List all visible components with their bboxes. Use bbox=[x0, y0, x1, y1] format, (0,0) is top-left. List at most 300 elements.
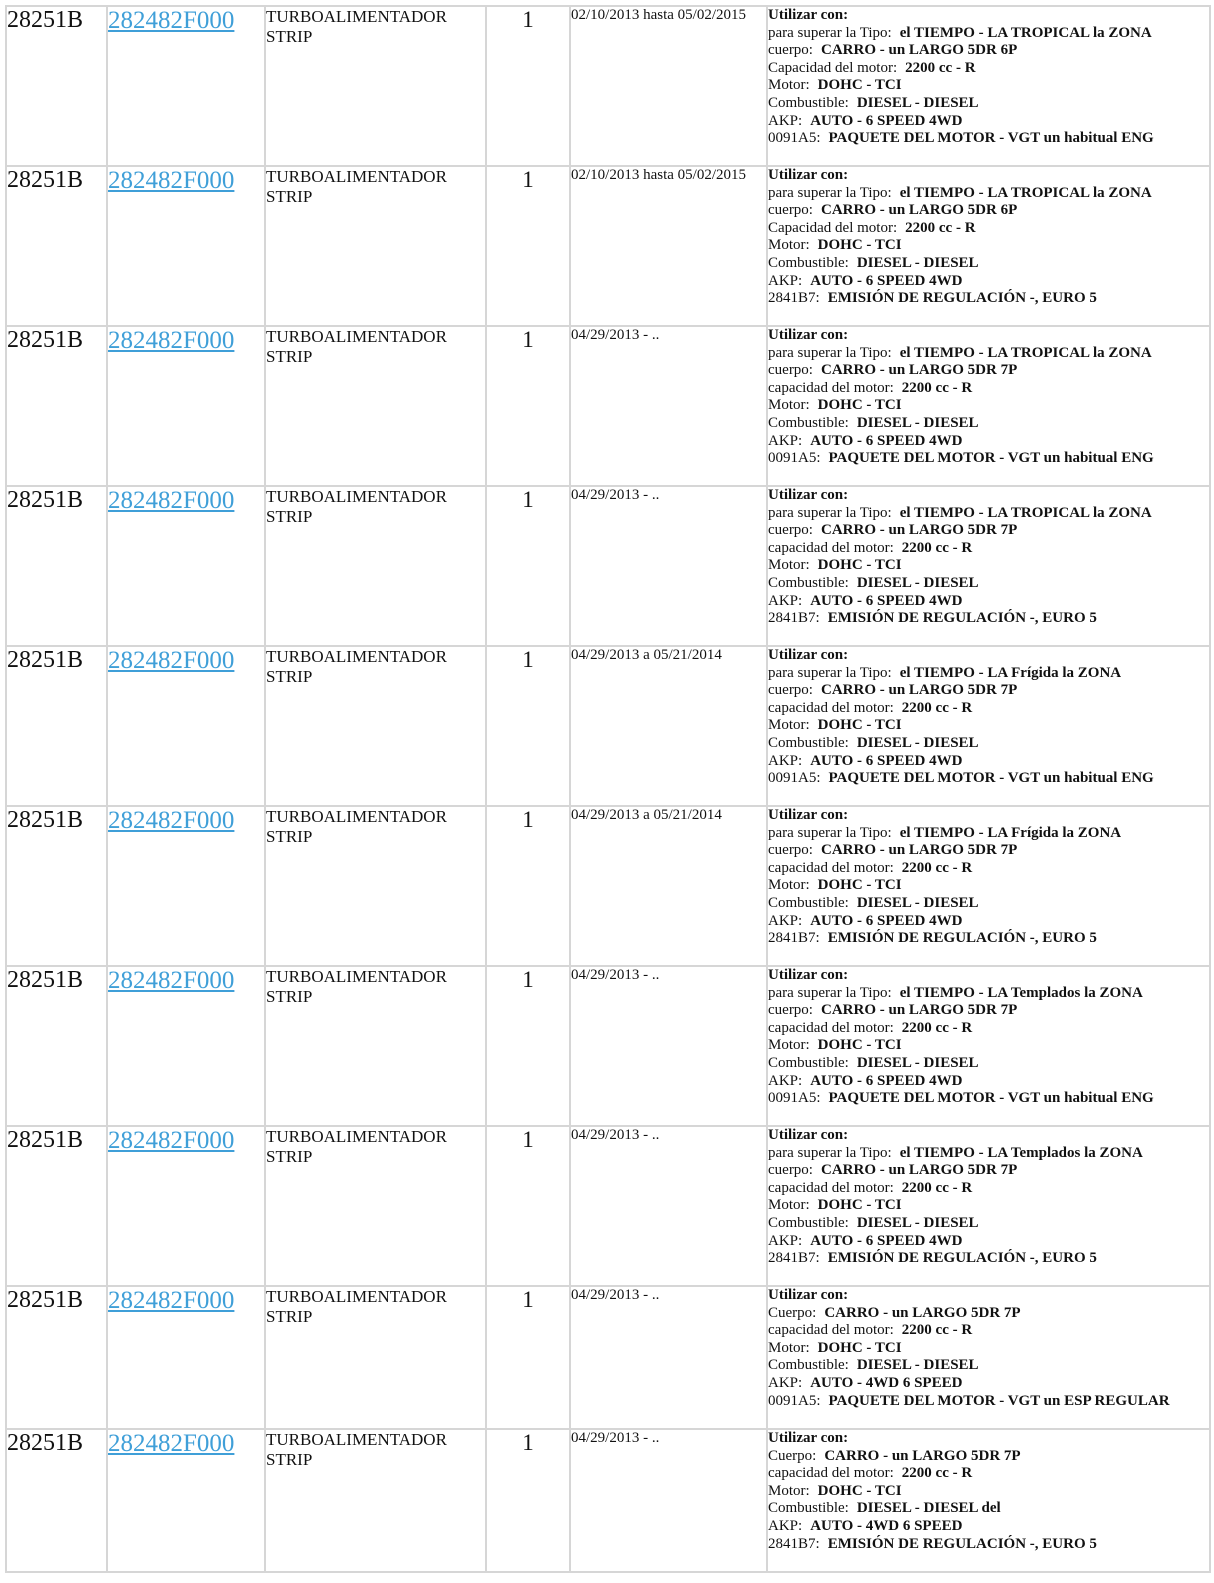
spec-label: Motor: bbox=[768, 877, 810, 894]
spec-line bbox=[768, 1055, 1209, 1073]
spec-line bbox=[768, 380, 1209, 398]
spec-line bbox=[768, 1090, 1209, 1108]
spec-value: CARRO - un LARGO 5DR 7P bbox=[820, 1162, 1018, 1179]
description-line-1: TURBOALIMENTADOR bbox=[266, 7, 447, 26]
spec-label: Capacidad del motor: bbox=[768, 219, 898, 236]
spec-label: cuerpo: bbox=[768, 842, 813, 859]
spec-label: Combustible: bbox=[768, 1054, 849, 1071]
spec-label: Motor: bbox=[768, 1482, 810, 1499]
spec-list bbox=[768, 1448, 1209, 1554]
spec-line bbox=[768, 433, 1209, 451]
spec-value: el TIEMPO - LA TROPICAL la ZONA bbox=[899, 504, 1152, 521]
spec-line bbox=[768, 665, 1209, 683]
spec-value: PAQUETE DEL MOTOR - VGT un habitual ENG bbox=[828, 130, 1154, 147]
quantity: 1 bbox=[486, 1126, 570, 1286]
usage-cell bbox=[767, 326, 1210, 486]
spec-line bbox=[768, 682, 1209, 700]
table-row bbox=[6, 1429, 1210, 1572]
spec-value: 2200 cc - R bbox=[901, 1019, 973, 1036]
usage-cell bbox=[767, 646, 1210, 806]
spec-label: para superar la Tipo: bbox=[768, 664, 892, 681]
ref-code: 28251B bbox=[6, 1429, 107, 1572]
spec-label: capacidad del motor: bbox=[768, 539, 894, 556]
ref-code: 28251B bbox=[6, 326, 107, 486]
spec-label: AKP: bbox=[768, 1232, 803, 1249]
spec-line bbox=[768, 1145, 1209, 1163]
spec-label: capacidad del motor: bbox=[768, 859, 894, 876]
spec-value: el TIEMPO - LA Templados la ZONA bbox=[899, 1144, 1143, 1161]
usage-cell bbox=[767, 6, 1210, 166]
spec-label: AKP: bbox=[768, 1517, 803, 1534]
spec-line bbox=[768, 753, 1209, 771]
spec-value: CARRO - un LARGO 5DR 7P bbox=[820, 682, 1018, 699]
part-number-link[interactable]: 282482F000 bbox=[108, 647, 235, 674]
part-number-link[interactable]: 282482F000 bbox=[108, 1127, 235, 1154]
spec-line bbox=[768, 77, 1209, 95]
ref-code: 28251B bbox=[6, 1286, 107, 1429]
date-range: 04/29/2013 - .. bbox=[570, 1429, 767, 1572]
spec-label: 0091A5: bbox=[768, 1392, 821, 1409]
spec-value: 2200 cc - R bbox=[901, 539, 973, 556]
part-number-cell bbox=[107, 1126, 265, 1286]
ref-code: 28251B bbox=[6, 166, 107, 326]
spec-label: AKP: bbox=[768, 912, 803, 929]
usage-cell bbox=[767, 966, 1210, 1126]
spec-label: cuerpo: bbox=[768, 362, 813, 379]
spec-line bbox=[768, 397, 1209, 415]
spec-value: DOHC - TCI bbox=[817, 1037, 902, 1054]
spec-line bbox=[768, 1357, 1209, 1375]
spec-label: 2841B7: bbox=[768, 1250, 820, 1267]
spec-value: 2200 cc - R bbox=[905, 219, 976, 236]
spec-value: DIESEL - DIESEL bbox=[856, 574, 979, 591]
spec-value: 2200 cc - R bbox=[905, 59, 976, 76]
spec-value: DOHC - TCI bbox=[817, 77, 902, 94]
spec-label: AKP: bbox=[768, 112, 803, 129]
table-row bbox=[6, 966, 1210, 1126]
table-row bbox=[6, 1126, 1210, 1286]
spec-line bbox=[768, 1500, 1209, 1518]
spec-label: capacidad del motor: bbox=[768, 699, 894, 716]
spec-line bbox=[768, 450, 1209, 468]
spec-line bbox=[768, 42, 1209, 60]
description-line-1: TURBOALIMENTADOR bbox=[266, 647, 447, 666]
spec-line bbox=[768, 345, 1209, 363]
spec-label: Combustible: bbox=[768, 734, 849, 751]
spec-line bbox=[768, 1483, 1209, 1501]
spec-line bbox=[768, 95, 1209, 113]
usage-title: Utilizar con: bbox=[768, 327, 849, 343]
quantity: 1 bbox=[486, 166, 570, 326]
spec-value: AUTO - 4WD 6 SPEED bbox=[810, 1374, 963, 1391]
spec-line bbox=[768, 1393, 1209, 1411]
spec-value: DOHC - TCI bbox=[817, 1197, 902, 1214]
spec-line bbox=[768, 825, 1209, 843]
spec-value: el TIEMPO - LA TROPICAL la ZONA bbox=[899, 184, 1152, 201]
spec-line bbox=[768, 522, 1209, 540]
description-line-2: STRIP bbox=[266, 1147, 313, 1166]
spec-label: Motor: bbox=[768, 397, 810, 414]
spec-value: PAQUETE DEL MOTOR - VGT un habitual ENG bbox=[828, 1090, 1154, 1107]
description-line-1: TURBOALIMENTADOR bbox=[266, 327, 447, 346]
table-row bbox=[6, 166, 1210, 326]
spec-label: Motor: bbox=[768, 1339, 810, 1356]
spec-value: CARRO - un LARGO 5DR 7P bbox=[824, 1447, 1021, 1464]
spec-label: AKP: bbox=[768, 592, 803, 609]
quantity: 1 bbox=[486, 1429, 570, 1572]
spec-line bbox=[768, 1340, 1209, 1358]
quantity: 1 bbox=[486, 966, 570, 1126]
description-line-2: STRIP bbox=[266, 827, 313, 846]
spec-label: cuerpo: bbox=[768, 682, 813, 699]
part-number-cell bbox=[107, 6, 265, 166]
spec-line bbox=[768, 1162, 1209, 1180]
spec-value: AUTO - 6 SPEED 4WD bbox=[810, 752, 963, 769]
spec-list bbox=[768, 1145, 1209, 1268]
spec-line bbox=[768, 593, 1209, 611]
quantity: 1 bbox=[486, 326, 570, 486]
quantity: 1 bbox=[486, 6, 570, 166]
spec-label: 0091A5: bbox=[768, 1090, 821, 1107]
spec-line bbox=[768, 202, 1209, 220]
spec-label: cuerpo: bbox=[768, 522, 813, 539]
spec-list bbox=[768, 185, 1209, 308]
spec-label: Motor: bbox=[768, 717, 810, 734]
table-row bbox=[6, 486, 1210, 646]
spec-line bbox=[768, 700, 1209, 718]
spec-label: AKP: bbox=[768, 1374, 803, 1391]
spec-label: capacidad del motor: bbox=[768, 1465, 894, 1482]
spec-list bbox=[768, 985, 1209, 1108]
spec-value: DIESEL - DIESEL bbox=[856, 734, 979, 751]
spec-line bbox=[768, 130, 1209, 148]
spec-line bbox=[768, 1002, 1209, 1020]
part-description bbox=[265, 166, 486, 326]
spec-label: cuerpo: bbox=[768, 1002, 813, 1019]
date-range: 04/29/2013 - .. bbox=[570, 326, 767, 486]
spec-label: AKP: bbox=[768, 272, 803, 289]
usage-title: Utilizar con: bbox=[768, 1127, 849, 1143]
ref-code: 28251B bbox=[6, 1126, 107, 1286]
date-range: 04/29/2013 a 05/21/2014 bbox=[570, 806, 767, 966]
part-description bbox=[265, 6, 486, 166]
spec-value: DOHC - TCI bbox=[817, 877, 902, 894]
description-line-2: STRIP bbox=[266, 987, 313, 1006]
spec-line bbox=[768, 877, 1209, 895]
spec-value: el TIEMPO - LA TROPICAL la ZONA bbox=[899, 344, 1152, 361]
description-line-2: STRIP bbox=[266, 1450, 313, 1469]
spec-value: DOHC - TCI bbox=[817, 1339, 902, 1356]
spec-label: Combustible: bbox=[768, 1214, 849, 1231]
part-number-cell bbox=[107, 486, 265, 646]
description-line-2: STRIP bbox=[266, 1307, 313, 1326]
usage-cell bbox=[767, 806, 1210, 966]
spec-label: para superar la Tipo: bbox=[768, 1144, 892, 1161]
part-number-cell bbox=[107, 1429, 265, 1572]
date-range: 02/10/2013 hasta 05/02/2015 bbox=[570, 166, 767, 326]
spec-label: Motor: bbox=[768, 1197, 810, 1214]
spec-line bbox=[768, 540, 1209, 558]
table-row bbox=[6, 806, 1210, 966]
spec-line bbox=[768, 1020, 1209, 1038]
spec-value: PAQUETE DEL MOTOR - VGT un habitual ENG bbox=[828, 450, 1154, 467]
spec-value: CARRO - un LARGO 5DR 7P bbox=[820, 842, 1018, 859]
spec-line bbox=[768, 895, 1209, 913]
spec-value: CARRO - un LARGO 5DR 7P bbox=[820, 362, 1018, 379]
usage-title: Utilizar con: bbox=[768, 807, 849, 823]
part-number-link[interactable]: 282482F000 bbox=[108, 1430, 235, 1457]
spec-value: 2200 cc - R bbox=[901, 1179, 973, 1196]
spec-line bbox=[768, 1322, 1209, 1340]
spec-value: DIESEL - DIESEL bbox=[856, 254, 979, 271]
table-row bbox=[6, 6, 1210, 166]
spec-value: CARRO - un LARGO 5DR 6P bbox=[820, 42, 1018, 59]
spec-label: cuerpo: bbox=[768, 1162, 813, 1179]
spec-value: DIESEL - DIESEL bbox=[856, 1214, 979, 1231]
spec-line bbox=[768, 1197, 1209, 1215]
spec-label: para superar la Tipo: bbox=[768, 504, 892, 521]
spec-value: AUTO - 4WD 6 SPEED bbox=[810, 1517, 963, 1534]
part-number-link[interactable]: 282482F000 bbox=[108, 967, 235, 994]
date-range: 04/29/2013 - .. bbox=[570, 966, 767, 1126]
part-number-link[interactable]: 282482F000 bbox=[108, 7, 235, 34]
spec-label: Combustible: bbox=[768, 414, 849, 431]
spec-line bbox=[768, 1375, 1209, 1393]
part-description bbox=[265, 1286, 486, 1429]
spec-line bbox=[768, 1305, 1209, 1323]
spec-list bbox=[768, 825, 1209, 948]
description-line-1: TURBOALIMENTADOR bbox=[266, 967, 447, 986]
part-description bbox=[265, 966, 486, 1126]
table-row bbox=[6, 1286, 1210, 1429]
description-line-1: TURBOALIMENTADOR bbox=[266, 487, 447, 506]
part-number-link[interactable]: 282482F000 bbox=[108, 807, 235, 834]
spec-line bbox=[768, 860, 1209, 878]
spec-label: cuerpo: bbox=[768, 202, 813, 219]
spec-line bbox=[768, 220, 1209, 238]
spec-line bbox=[768, 610, 1209, 628]
spec-label: capacidad del motor: bbox=[768, 1179, 894, 1196]
spec-value: 2200 cc - R bbox=[901, 1465, 973, 1482]
spec-value: AUTO - 6 SPEED 4WD bbox=[810, 592, 963, 609]
description-line-1: TURBOALIMENTADOR bbox=[266, 1127, 447, 1146]
usage-cell bbox=[767, 166, 1210, 326]
usage-title: Utilizar con: bbox=[768, 167, 849, 183]
spec-line bbox=[768, 290, 1209, 308]
spec-value: DIESEL - DIESEL bbox=[856, 1054, 979, 1071]
spec-value: CARRO - un LARGO 5DR 7P bbox=[820, 1002, 1018, 1019]
spec-value: DIESEL - DIESEL bbox=[856, 894, 979, 911]
spec-value: DOHC - TCI bbox=[817, 397, 902, 414]
spec-value: 2200 cc - R bbox=[901, 859, 973, 876]
part-number-cell bbox=[107, 966, 265, 1126]
spec-label: capacidad del motor: bbox=[768, 379, 894, 396]
spec-line bbox=[768, 985, 1209, 1003]
spec-line bbox=[768, 1448, 1209, 1466]
description-line-2: STRIP bbox=[266, 187, 313, 206]
spec-line bbox=[768, 1180, 1209, 1198]
spec-label: Motor: bbox=[768, 237, 810, 254]
date-range: 04/29/2013 a 05/21/2014 bbox=[570, 646, 767, 806]
spec-value: DIESEL - DIESEL bbox=[856, 1357, 979, 1374]
ref-code: 28251B bbox=[6, 486, 107, 646]
ref-code: 28251B bbox=[6, 646, 107, 806]
description-line-1: TURBOALIMENTADOR bbox=[266, 1287, 447, 1306]
spec-value: DIESEL - DIESEL bbox=[856, 414, 979, 431]
spec-label: Combustible: bbox=[768, 94, 849, 111]
description-line-2: STRIP bbox=[266, 347, 313, 366]
spec-value: DIESEL - DIESEL del bbox=[856, 1500, 1001, 1517]
part-number-link[interactable]: 282482F000 bbox=[108, 327, 235, 354]
quantity: 1 bbox=[486, 646, 570, 806]
spec-line bbox=[768, 25, 1209, 43]
description-line-1: TURBOALIMENTADOR bbox=[266, 167, 447, 186]
spec-label: AKP: bbox=[768, 752, 803, 769]
spec-label: Motor: bbox=[768, 1037, 810, 1054]
part-description bbox=[265, 806, 486, 966]
spec-value: PAQUETE DEL MOTOR - VGT un habitual ENG bbox=[828, 770, 1154, 787]
spec-line bbox=[768, 60, 1209, 78]
spec-value: DIESEL - DIESEL bbox=[856, 94, 979, 111]
spec-line bbox=[768, 415, 1209, 433]
ref-code: 28251B bbox=[6, 806, 107, 966]
spec-label: Cuerpo: bbox=[768, 1447, 817, 1464]
spec-label: para superar la Tipo: bbox=[768, 184, 892, 201]
spec-list bbox=[768, 25, 1209, 148]
spec-value: EMISIÓN DE REGULACIÓN -, EURO 5 bbox=[827, 290, 1097, 307]
spec-value: EMISIÓN DE REGULACIÓN -, EURO 5 bbox=[827, 1250, 1097, 1267]
spec-label: capacidad del motor: bbox=[768, 1019, 894, 1036]
spec-value: 2200 cc - R bbox=[901, 379, 973, 396]
spec-value: CARRO - un LARGO 5DR 6P bbox=[820, 202, 1018, 219]
spec-line bbox=[768, 362, 1209, 380]
spec-line bbox=[768, 255, 1209, 273]
part-number-link[interactable]: 282482F000 bbox=[108, 167, 235, 194]
parts-table-body bbox=[6, 6, 1210, 1572]
spec-line bbox=[768, 1073, 1209, 1091]
spec-line bbox=[768, 735, 1209, 753]
spec-list bbox=[768, 505, 1209, 628]
description-line-2: STRIP bbox=[266, 27, 313, 46]
usage-title: Utilizar con: bbox=[768, 7, 849, 23]
spec-label: 2841B7: bbox=[768, 930, 820, 947]
spec-label: cuerpo: bbox=[768, 42, 813, 59]
part-number-link[interactable]: 282482F000 bbox=[108, 487, 235, 514]
date-range: 02/10/2013 hasta 05/02/2015 bbox=[570, 6, 767, 166]
spec-label: AKP: bbox=[768, 1072, 803, 1089]
date-range: 04/29/2013 - .. bbox=[570, 1126, 767, 1286]
spec-line bbox=[768, 505, 1209, 523]
table-row bbox=[6, 326, 1210, 486]
spec-list bbox=[768, 665, 1209, 788]
spec-label: 2841B7: bbox=[768, 1535, 820, 1552]
spec-value: AUTO - 6 SPEED 4WD bbox=[810, 432, 963, 449]
part-description bbox=[265, 486, 486, 646]
spec-label: 2841B7: bbox=[768, 610, 820, 627]
description-line-1: TURBOALIMENTADOR bbox=[266, 807, 447, 826]
ref-code: 28251B bbox=[6, 6, 107, 166]
spec-value: AUTO - 6 SPEED 4WD bbox=[810, 1072, 963, 1089]
spec-label: Cuerpo: bbox=[768, 1304, 817, 1321]
ref-code: 28251B bbox=[6, 966, 107, 1126]
spec-line bbox=[768, 113, 1209, 131]
spec-line bbox=[768, 770, 1209, 788]
description-line-1: TURBOALIMENTADOR bbox=[266, 1430, 447, 1449]
spec-label: para superar la Tipo: bbox=[768, 984, 892, 1001]
spec-value: el TIEMPO - LA Frígida la ZONA bbox=[899, 824, 1122, 841]
description-line-2: STRIP bbox=[266, 507, 313, 526]
spec-line bbox=[768, 1536, 1209, 1554]
spec-line bbox=[768, 1250, 1209, 1268]
spec-line bbox=[768, 273, 1209, 291]
table-row bbox=[6, 646, 1210, 806]
part-number-cell bbox=[107, 166, 265, 326]
spec-line bbox=[768, 930, 1209, 948]
part-description bbox=[265, 646, 486, 806]
part-description bbox=[265, 1126, 486, 1286]
usage-title: Utilizar con: bbox=[768, 967, 849, 983]
usage-cell bbox=[767, 1429, 1210, 1572]
spec-label: 2841B7: bbox=[768, 290, 820, 307]
spec-label: para superar la Tipo: bbox=[768, 824, 892, 841]
spec-line bbox=[768, 913, 1209, 931]
quantity: 1 bbox=[486, 486, 570, 646]
date-range: 04/29/2013 - .. bbox=[570, 1286, 767, 1429]
parts-table bbox=[5, 5, 1211, 1573]
spec-list bbox=[768, 1305, 1209, 1411]
spec-value: AUTO - 6 SPEED 4WD bbox=[810, 112, 963, 129]
spec-value: el TIEMPO - LA Frígida la ZONA bbox=[899, 664, 1122, 681]
spec-value: AUTO - 6 SPEED 4WD bbox=[810, 272, 963, 289]
spec-line bbox=[768, 1233, 1209, 1251]
spec-line bbox=[768, 237, 1209, 255]
part-description bbox=[265, 1429, 486, 1572]
spec-value: el TIEMPO - LA Templados la ZONA bbox=[899, 984, 1143, 1001]
spec-value: CARRO - un LARGO 5DR 7P bbox=[824, 1304, 1021, 1321]
spec-line bbox=[768, 1037, 1209, 1055]
spec-line bbox=[768, 1215, 1209, 1233]
spec-value: DOHC - TCI bbox=[817, 1482, 902, 1499]
part-description bbox=[265, 326, 486, 486]
part-number-link[interactable]: 282482F000 bbox=[108, 1287, 235, 1314]
spec-line bbox=[768, 717, 1209, 735]
spec-value: el TIEMPO - LA TROPICAL la ZONA bbox=[899, 24, 1152, 41]
description-line-2: STRIP bbox=[266, 667, 313, 686]
spec-label: Motor: bbox=[768, 77, 810, 94]
spec-label: Combustible: bbox=[768, 574, 849, 591]
spec-label: para superar la Tipo: bbox=[768, 344, 892, 361]
quantity: 1 bbox=[486, 806, 570, 966]
spec-value: 2200 cc - R bbox=[901, 699, 973, 716]
spec-line bbox=[768, 575, 1209, 593]
usage-title: Utilizar con: bbox=[768, 487, 849, 503]
spec-value: AUTO - 6 SPEED 4WD bbox=[810, 912, 963, 929]
spec-value: EMISIÓN DE REGULACIÓN -, EURO 5 bbox=[827, 1535, 1097, 1552]
spec-value: 2200 cc - R bbox=[901, 1322, 973, 1339]
spec-value: DOHC - TCI bbox=[817, 237, 902, 254]
part-number-cell bbox=[107, 806, 265, 966]
spec-label: Combustible: bbox=[768, 254, 849, 271]
spec-value: AUTO - 6 SPEED 4WD bbox=[810, 1232, 963, 1249]
spec-label: 0091A5: bbox=[768, 450, 821, 467]
spec-value: DOHC - TCI bbox=[817, 717, 902, 734]
spec-label: para superar la Tipo: bbox=[768, 24, 892, 41]
usage-title: Utilizar con: bbox=[768, 1287, 849, 1303]
spec-line bbox=[768, 1465, 1209, 1483]
spec-label: Capacidad del motor: bbox=[768, 59, 898, 76]
spec-label: 0091A5: bbox=[768, 770, 821, 787]
spec-label: AKP: bbox=[768, 432, 803, 449]
